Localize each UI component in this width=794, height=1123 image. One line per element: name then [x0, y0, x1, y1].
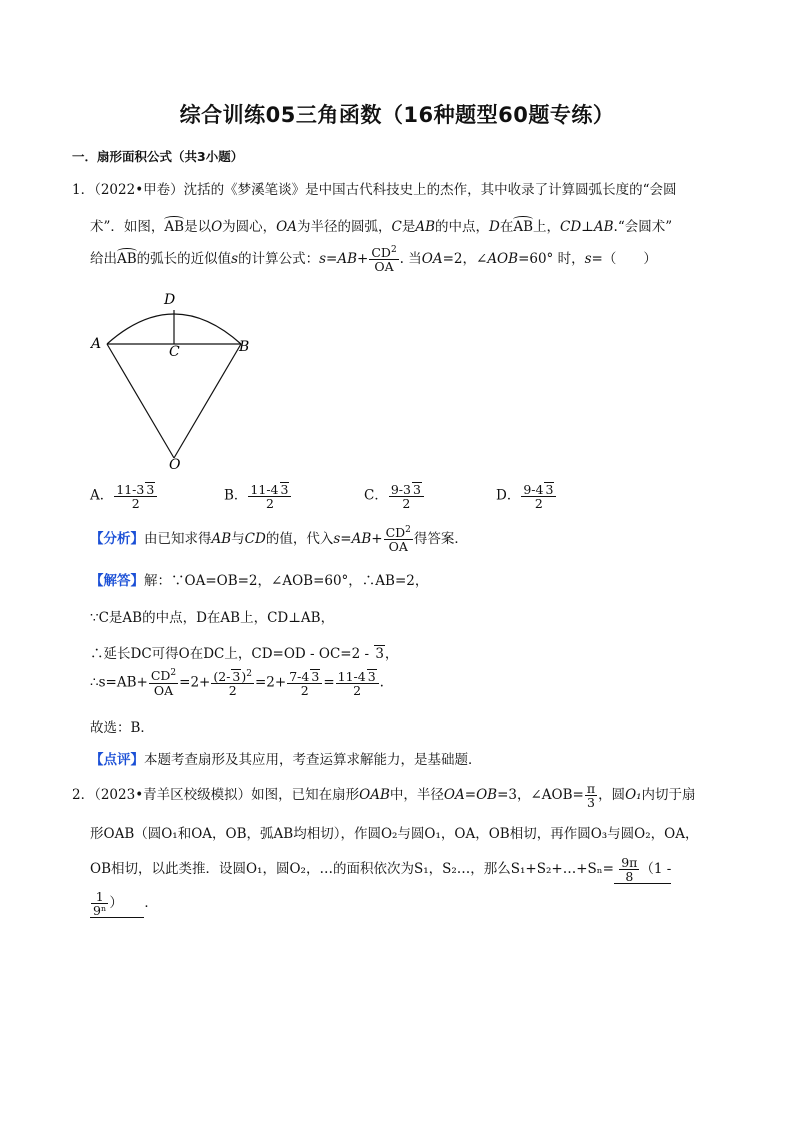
- option-b[interactable]: B． $\frac{11-4 3}{2}$: [224, 482, 292, 510]
- option-c[interactable]: C． $\frac{9-3 3}{2}$: [364, 482, 425, 510]
- section-heading: 一．扇形面积公式（共3小题）: [72, 149, 244, 164]
- comment-line: 【点评】本题考查扇形及其应用，考查运算求解能力，是基础题．: [90, 752, 482, 768]
- label-a: A: [91, 336, 102, 352]
- option-a[interactable]: A． $\frac{11-3 3}{2}$: [90, 482, 158, 510]
- q2-line-2: 形OAB（圆O₁和OA，OB，弧AB均相切），作圆O₂与圆O₁，OA，OB相切，再作圆O₃与圆O₂，OA，: [90, 826, 699, 842]
- solution-line-2: ∵C是AB的中点，D在AB上，CD⊥AB，: [90, 610, 335, 626]
- radius-ob: [174, 344, 241, 458]
- option-d[interactable]: D． $\frac{9-4 3}{2}$: [496, 482, 557, 510]
- solution-line-1: 【解答】解：∵OA=OB=2，∠AOB=60°，∴AB=2，: [90, 573, 429, 589]
- q1-line-2: 术”．如图，AB是以O为圆心，OA为半径的圆弧，C是AB的中点，D在AB上，CD⊥AB.“会圆术”: [90, 219, 673, 235]
- q2-line-1: 2．（2023•青羊区校级模拟）如图，已知在扇形OAB中，半径OA=OB=3，∠AOB= $\frac{\pi}{3}$ ，圆O₁内切于扇: [72, 781, 696, 811]
- q2-line-4: $\frac{1}{\text{9ⁿ}}$ ） ．: [90, 890, 158, 918]
- page-title: 综合训练05三角函数（16种题型60题专练）: [179, 103, 615, 127]
- sector-figure: [86, 286, 256, 476]
- label-c: C: [169, 344, 180, 360]
- radius-oa: [107, 344, 174, 458]
- q1-line-3: 给出AB的弧长的近似值s的计算公式：s=AB+ $\frac{CD^2}{OA}$ . 当OA=2，∠AOB=60° 时，s=（ ）: [90, 245, 657, 275]
- solution-line-3: ∴延长DC可得O在DC上，CD=OD - OC=2 - 3，: [90, 646, 399, 662]
- label-d: D: [164, 292, 176, 308]
- label-o: O: [169, 457, 181, 473]
- solution-line-4: ∴s=AB+ $\frac{CD^2}{OA}$ =2+ $\frac{(2- 3)^2}{2}$ =2+ $\frac{7-4 3}{2}$ = $\frac{11-4 3}{2}$ .: [90, 668, 384, 699]
- q1-line-1: 1．（2022•甲卷）沈括的《梦溪笔谈》是中国古代科技史上的杰作，其中收录了计算圆弧长度的“会圆: [72, 182, 677, 198]
- analysis-line: 【分析】由已知求得AB与CD的值，代入s=AB+ $\frac{CD^2}{OA}$ 得答案．: [90, 525, 468, 555]
- solution-choice: 故选：B．: [90, 720, 154, 736]
- q2-line-3: OB相切，以此类推．设圆O₁，圆O₂，…的面积依次为S₁，S₂…，那么S₁+S₂+…+Sₙ= $\frac{9\pi}{8}$ （1 -: [90, 855, 672, 885]
- label-b: B: [239, 339, 250, 355]
